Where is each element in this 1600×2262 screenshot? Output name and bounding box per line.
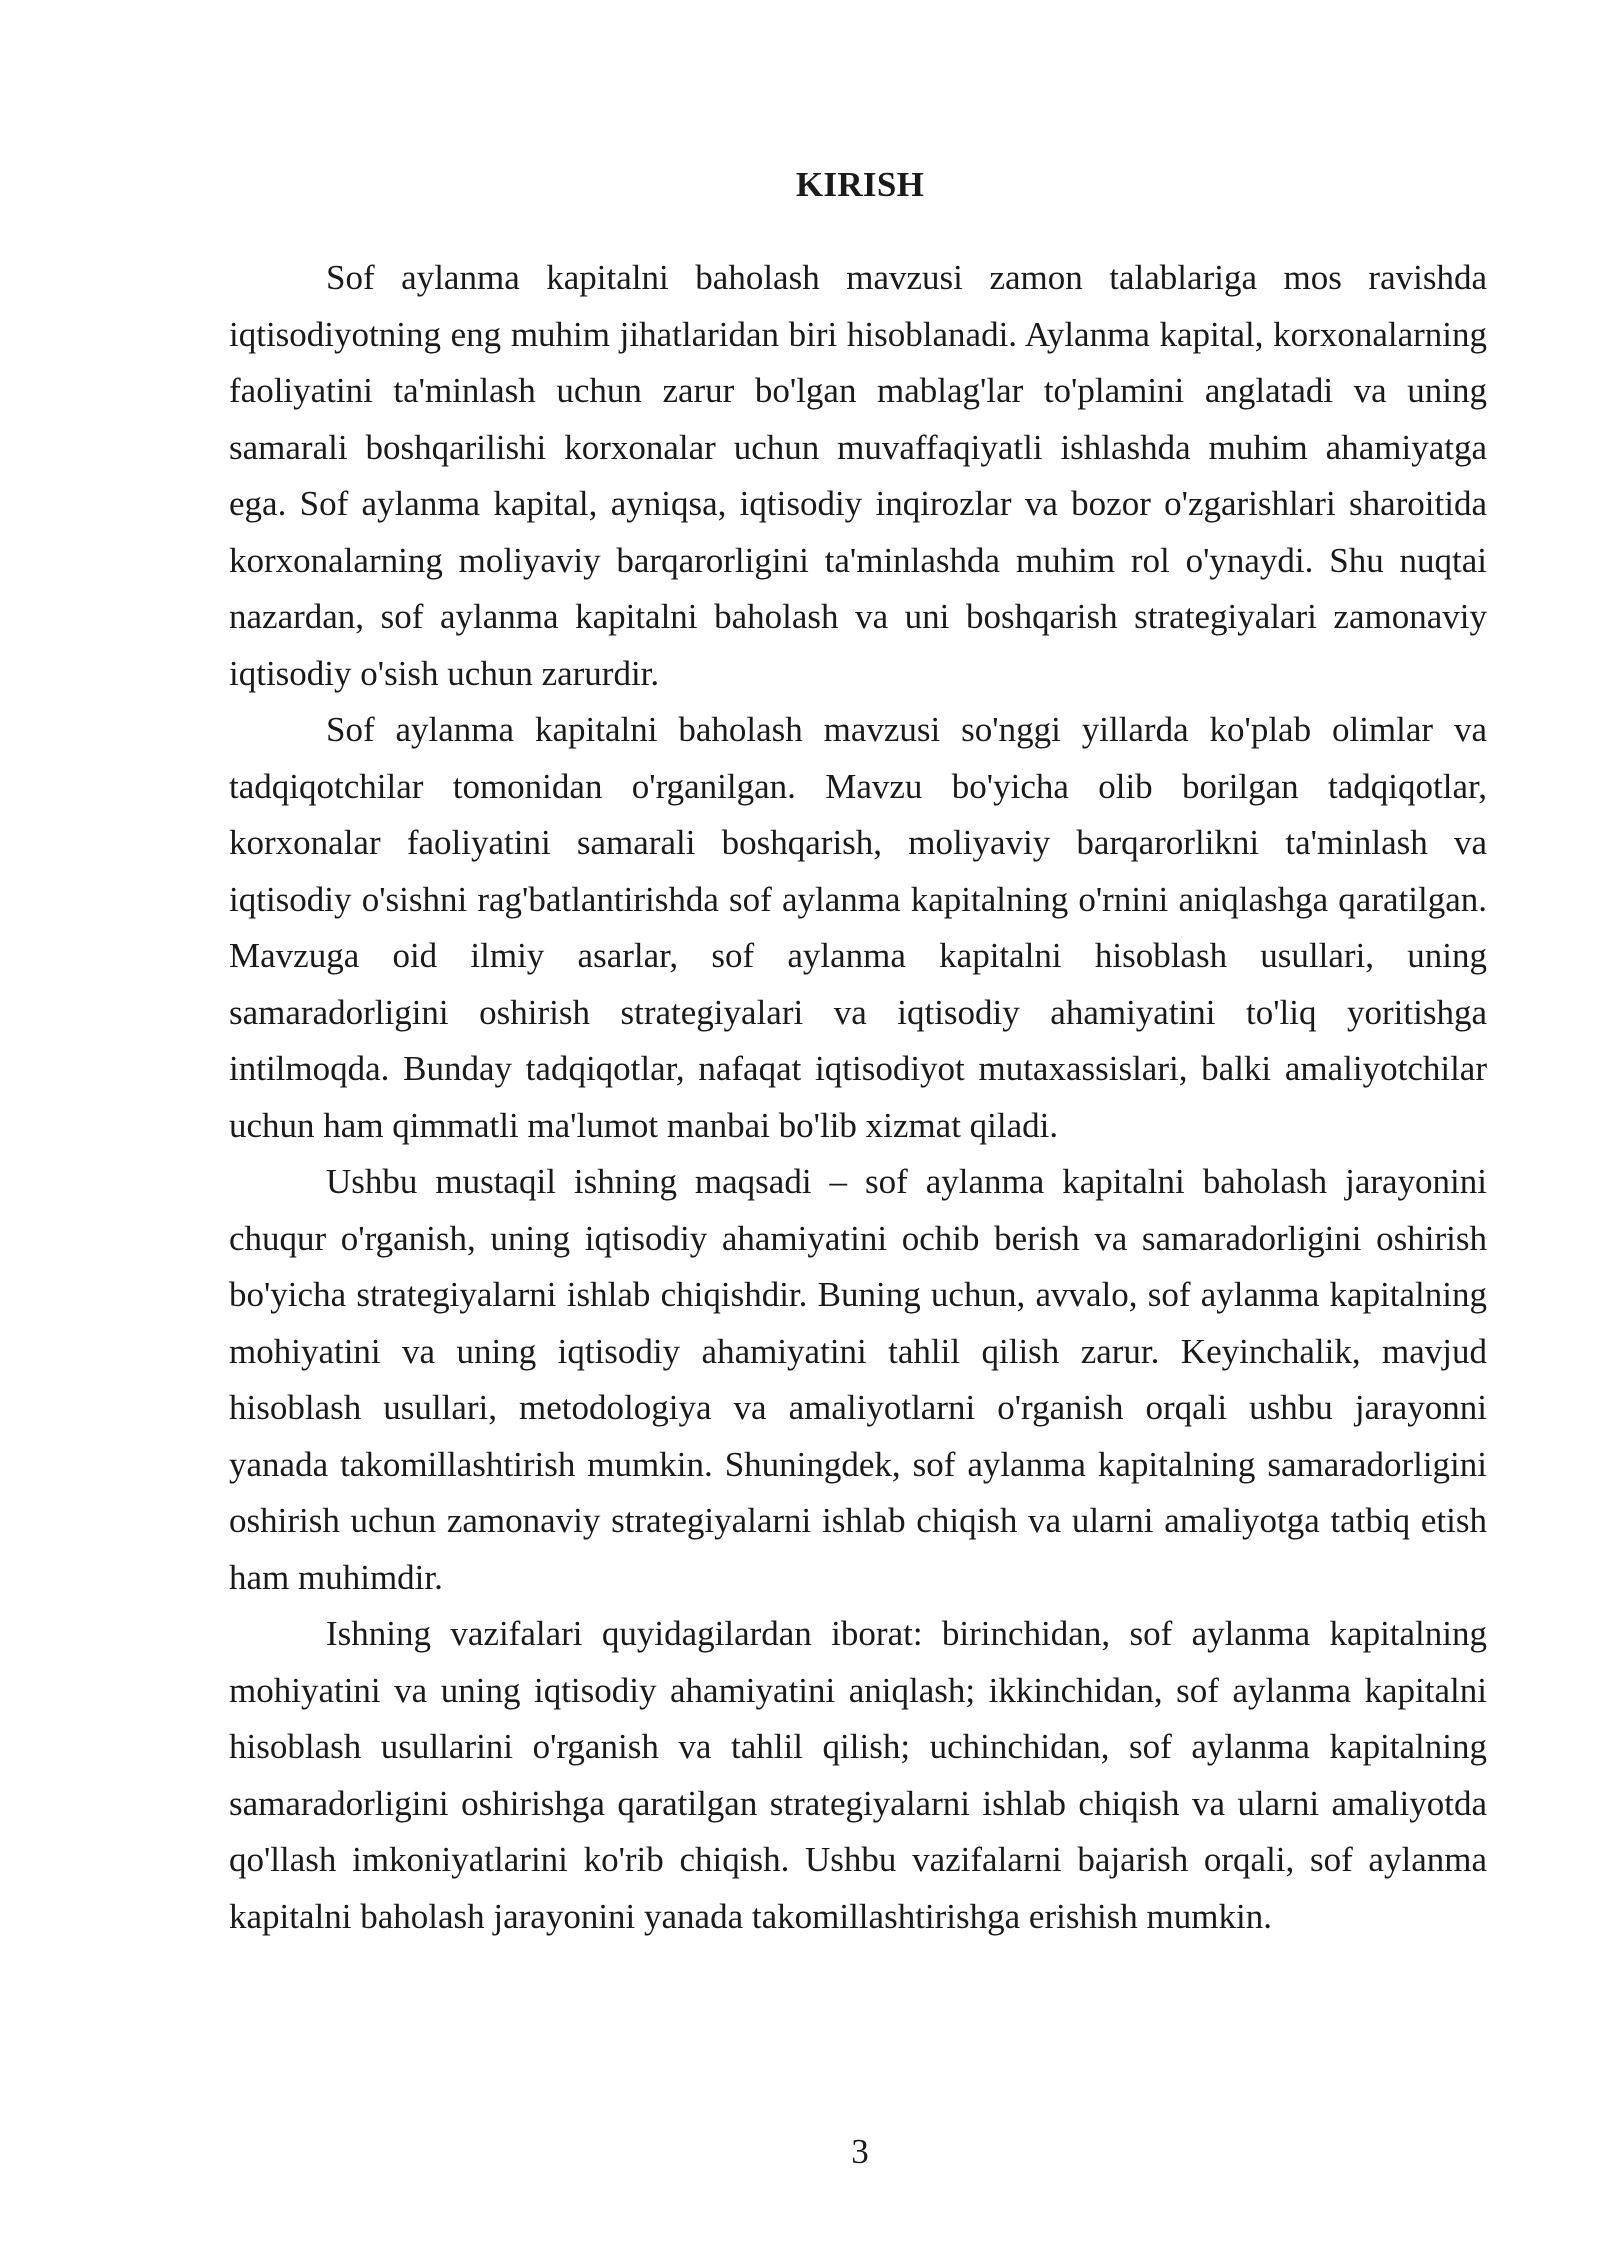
paragraph-2: Sof aylanma kapitalni baholash mavzusi so'nggi yillarda ko'plab olimlar va tadqiqotchilar tomonidan o'rganilgan. Mavzu bo'yicha olib borilgan tadqiqotlar, korxonalar faoliyatini samarali boshqarish, moliyaviy barqarorlikni ta'minlash va iqtisodiy o'sishni rag'batlantirishda sof aylanma kapitalning o'rnini aniqlashga qaratilgan. Mavzuga oid ilmiy asarlar, sof aylanma kapitalni hisoblash usullari, uning samaradorligini oshirish strategiyalari va iqtisodiy ahamiyatini to'liq yoritishga intilmoqda. Bunday tadqiqotlar, nafaqat iqtisodiyot mutaxassislari, balki amaliyotchilar uchun ham qimmatli ma'lumot manbai bo'lib xizmat qiladi. — [229, 710, 1487, 1145]
paragraph-3: Ushbu mustaqil ishning maqsadi – sof aylanma kapitalni baholash jarayonini chuqur o'rganish, uning iqtisodiy ahamiyatini ochib berish va samaradorligini oshirish bo'yicha strategiyalarni ishlab chiqishdir. Buning uchun, avvalo, sof aylanma kapitalning mohiyatini va uning iqtisodiy ahamiyatini tahlil qilish zarur. Keyinchalik, mavjud hisoblash usullari, metodologiya va amaliyotlarni o'rganish orqali ushbu jarayonni yanada takomillashtirish mumkin. Shuningdek, sof aylanma kapitalning samaradorligini oshirish uchun zamonaviy strategiyalarni ishlab chiqish va ularni amaliyotga tatbiq etish ham muhimdir. — [229, 1162, 1487, 1597]
paragraph-1: Sof aylanma kapitalni baholash mavzusi zamon talablariga mos ravishda iqtisodiyotning eng muhim jihatlaridan biri hisoblanadi. Aylanma kapital, korxonalarning faoliyatini ta'minlash uchun zarur bo'lgan mablag'lar to'plamini anglatadi va uning samarali boshqarilishi korxonalar uchun muvaffaqiyatli ishlashda muhim ahamiyatga ega. Sof aylanma kapital, ayniqsa, iqtisodiy inqirozlar va bozor o'zgarishlari sharoitida korxonalarning moliyaviy barqarorligini ta'minlashda muhim rol o'ynaydi. Shu nuqtai nazardan, sof aylanma kapitalni baholash va uni boshqarish strategiyalari zamonaviy iqtisodiy o'sish uchun zarurdir. — [229, 258, 1487, 693]
section-heading: KIRISH — [795, 165, 925, 204]
paragraph-4: Ishning vazifalari quyidagilardan iborat: birinchidan, sof aylanma kapitalning mohiyatini va uning iqtisodiy ahamiyatini aniqlash; ikkinchidan, sof aylanma kapitalni hisoblash usullarini o'rganish va tahlil qilish; uchinchidan, sof aylanma kapitalning samaradorligini oshirishga qaratilgan strategiyalarni ishlab chiqish va ularni amaliyotda qo'llash imkoniyatlarini ko'rib chiqish. Ushbu vazifalarni bajarish orqali, sof aylanma kapitalni baholash jarayonini yanada takomillashtirishga erishish mumkin. — [229, 1614, 1487, 1936]
body-text — [229, 250, 1487, 1945]
page-number: 3 — [851, 2132, 869, 2171]
